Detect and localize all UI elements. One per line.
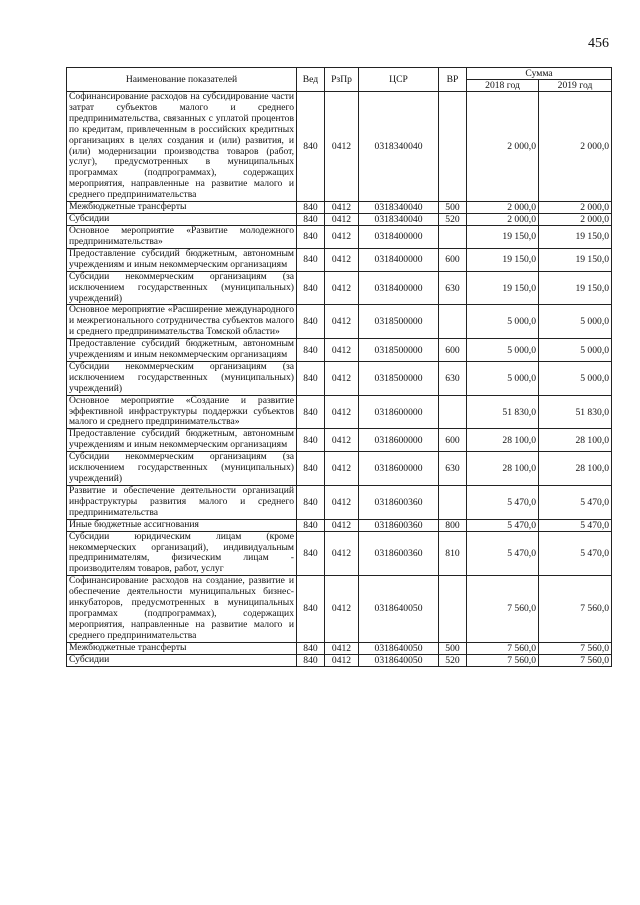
row-vr-cell: 630: [439, 271, 467, 305]
row-2019-cell: 28 100,0: [539, 429, 612, 452]
row-rzpr-cell: 0412: [325, 429, 359, 452]
row-vr-cell: 500: [439, 642, 467, 654]
row-name-cell: Иные бюджетные ассигнования: [67, 519, 297, 531]
table-row: [67, 576, 612, 642]
budget-table: [66, 67, 612, 667]
header-vr: ВР: [439, 68, 467, 92]
row-name-cell: Развитие и обеспечение деятельности организаций инфраструктуры развития малого и среднего предпринимательства: [67, 485, 297, 519]
row-csr-cell: 0318340040: [359, 202, 439, 214]
row-vr-cell: [439, 226, 467, 249]
row-csr-cell: 0318500000: [359, 339, 439, 362]
row-2018-cell: 5 470,0: [467, 485, 539, 519]
row-name-cell: Основное мероприятие «Создание и развитие эффективной инфраструктуры поддержки субъектов малого и среднего предпринимательства»: [67, 395, 297, 429]
row-rzpr-cell: 0412: [325, 519, 359, 531]
row-vr-cell: 600: [439, 248, 467, 271]
row-2019-cell: 19 150,0: [539, 248, 612, 271]
row-name-cell: Предоставление субсидий бюджетным, автономным учреждениям и иным некоммерческим организациям: [67, 339, 297, 362]
header-ved: Вед: [297, 68, 325, 92]
row-2018-cell: 5 470,0: [467, 519, 539, 531]
table-row: [67, 248, 612, 271]
row-csr-cell: 0318640050: [359, 576, 439, 642]
row-2018-cell: 28 100,0: [467, 429, 539, 452]
row-2019-cell: 2 000,0: [539, 202, 612, 214]
row-name-cell: Межбюджетные трансферты: [67, 202, 297, 214]
row-2018-cell: 5 000,0: [467, 339, 539, 362]
row-2018-cell: 51 830,0: [467, 395, 539, 429]
row-2018-cell: 5 000,0: [467, 305, 539, 339]
table-row: [67, 339, 612, 362]
row-vr-cell: [439, 576, 467, 642]
row-2018-cell: 2 000,0: [467, 214, 539, 226]
row-name-cell: Основное мероприятие «Расширение международного и межрегионального сотрудничества субъектов малого и среднего предпринимательства Томской области»: [67, 305, 297, 339]
row-2019-cell: 7 560,0: [539, 642, 612, 654]
table-row: [67, 305, 612, 339]
row-rzpr-cell: 0412: [325, 339, 359, 362]
row-vr-cell: 630: [439, 452, 467, 486]
row-2019-cell: 51 830,0: [539, 395, 612, 429]
row-vr-cell: 500: [439, 202, 467, 214]
table-row: [67, 395, 612, 429]
row-ved-cell: 840: [297, 202, 325, 214]
header-year-2018: 2018 год: [467, 80, 539, 92]
row-2018-cell: 7 560,0: [467, 642, 539, 654]
row-name-cell: Межбюджетные трансферты: [67, 642, 297, 654]
header-sum: Сумма: [467, 68, 612, 80]
row-2018-cell: 2 000,0: [467, 202, 539, 214]
row-2019-cell: 5 000,0: [539, 339, 612, 362]
table-row: [67, 531, 612, 576]
row-2019-cell: 28 100,0: [539, 452, 612, 486]
row-name-cell: Предоставление субсидий бюджетным, автономным учреждениям и иным некоммерческим организациям: [67, 248, 297, 271]
row-csr-cell: 0318600360: [359, 519, 439, 531]
row-vr-cell: 810: [439, 531, 467, 576]
row-vr-cell: [439, 92, 467, 202]
header-name: Наименование показателей: [67, 68, 297, 92]
row-vr-cell: [439, 485, 467, 519]
row-2018-cell: 19 150,0: [467, 271, 539, 305]
row-2019-cell: 5 470,0: [539, 485, 612, 519]
row-2019-cell: 5 000,0: [539, 305, 612, 339]
row-ved-cell: 840: [297, 214, 325, 226]
page-number: 456: [588, 36, 609, 51]
table-row: [67, 642, 612, 654]
table-row: [67, 519, 612, 531]
row-name-cell: Субсидии некоммерческим организациям (за исключением государственных (муниципальных) учреждений): [67, 271, 297, 305]
row-2019-cell: 7 560,0: [539, 576, 612, 642]
row-rzpr-cell: 0412: [325, 305, 359, 339]
row-vr-cell: 600: [439, 339, 467, 362]
row-vr-cell: 520: [439, 214, 467, 226]
row-ved-cell: 840: [297, 654, 325, 666]
row-csr-cell: 0318340040: [359, 214, 439, 226]
table-row: [67, 429, 612, 452]
row-name-cell: Софинансирование расходов на субсидирование части затрат субъектов малого и среднего предпринимательства, связанных с уплатой процентов по кредитам, привлеченным в российских кредитных организациях в целях создания и (или) развития, и (или) модернизации производства товаров (работ, услуг), предусмотренных в муниципальных программах (подпрограммах), содержащих мероприятия, направленные на развитие малого и среднего предпринимательства: [67, 92, 297, 202]
row-2018-cell: 19 150,0: [467, 248, 539, 271]
row-rzpr-cell: 0412: [325, 92, 359, 202]
row-csr-cell: 0318600360: [359, 531, 439, 576]
row-rzpr-cell: 0412: [325, 248, 359, 271]
row-ved-cell: 840: [297, 485, 325, 519]
row-ved-cell: 840: [297, 452, 325, 486]
row-vr-cell: 600: [439, 429, 467, 452]
row-rzpr-cell: 0412: [325, 531, 359, 576]
row-ved-cell: 840: [297, 395, 325, 429]
row-vr-cell: 520: [439, 654, 467, 666]
row-csr-cell: 0318640050: [359, 642, 439, 654]
table-row: [67, 485, 612, 519]
row-name-cell: Субсидии юридическим лицам (кроме некоммерческих организаций), индивидуальным предпринимателям, физическим лицам - производителям товаров, работ, услуг: [67, 531, 297, 576]
row-2018-cell: 2 000,0: [467, 92, 539, 202]
row-2018-cell: 7 560,0: [467, 654, 539, 666]
row-ved-cell: 840: [297, 226, 325, 249]
row-rzpr-cell: 0412: [325, 361, 359, 395]
row-rzpr-cell: 0412: [325, 654, 359, 666]
row-ved-cell: 840: [297, 519, 325, 531]
row-rzpr-cell: 0412: [325, 271, 359, 305]
row-csr-cell: 0318600000: [359, 395, 439, 429]
row-name-cell: Софинансирование расходов на создание, развитие и обеспечение деятельности муниципальных бизнес-инкубаторов, предусмотренных в муниципальных программах (подпрограммах), содержащих мероприятия, направленные на развитие малого и среднего предпринимательства: [67, 576, 297, 642]
row-vr-cell: 800: [439, 519, 467, 531]
table-body: [67, 92, 612, 667]
row-name-cell: Субсидии: [67, 654, 297, 666]
row-rzpr-cell: 0412: [325, 214, 359, 226]
row-name-cell: Субсидии некоммерческим организациям (за исключением государственных (муниципальных) учреждений): [67, 452, 297, 486]
row-csr-cell: 0318600000: [359, 452, 439, 486]
row-csr-cell: 0318400000: [359, 226, 439, 249]
row-csr-cell: 0318500000: [359, 305, 439, 339]
row-2019-cell: 19 150,0: [539, 226, 612, 249]
row-vr-cell: 630: [439, 361, 467, 395]
row-csr-cell: 0318640050: [359, 654, 439, 666]
row-ved-cell: 840: [297, 576, 325, 642]
row-2019-cell: 2 000,0: [539, 92, 612, 202]
table-row: [67, 214, 612, 226]
row-2018-cell: 5 470,0: [467, 531, 539, 576]
row-2018-cell: 28 100,0: [467, 452, 539, 486]
row-ved-cell: 840: [297, 361, 325, 395]
row-csr-cell: 0318340040: [359, 92, 439, 202]
row-2019-cell: 5 470,0: [539, 519, 612, 531]
row-2019-cell: 5 470,0: [539, 531, 612, 576]
row-ved-cell: 840: [297, 531, 325, 576]
row-2018-cell: 5 000,0: [467, 361, 539, 395]
row-2018-cell: 19 150,0: [467, 226, 539, 249]
row-name-cell: Субсидии: [67, 214, 297, 226]
table-row: [67, 271, 612, 305]
row-rzpr-cell: 0412: [325, 202, 359, 214]
row-ved-cell: 840: [297, 92, 325, 202]
row-ved-cell: 840: [297, 271, 325, 305]
row-ved-cell: 840: [297, 305, 325, 339]
row-rzpr-cell: 0412: [325, 452, 359, 486]
row-csr-cell: 0318400000: [359, 271, 439, 305]
row-name-cell: Основное мероприятие «Развитие молодежного предпринимательства»: [67, 226, 297, 249]
row-vr-cell: [439, 305, 467, 339]
row-ved-cell: 840: [297, 339, 325, 362]
row-rzpr-cell: 0412: [325, 642, 359, 654]
row-2019-cell: 7 560,0: [539, 654, 612, 666]
table-row: [67, 92, 612, 202]
row-name-cell: Предоставление субсидий бюджетным, автономным учреждениям и иным некоммерческим организациям: [67, 429, 297, 452]
row-ved-cell: 840: [297, 429, 325, 452]
table-row: [67, 361, 612, 395]
row-rzpr-cell: 0412: [325, 226, 359, 249]
table-row: [67, 452, 612, 486]
row-csr-cell: 0318500000: [359, 361, 439, 395]
row-csr-cell: 0318600000: [359, 429, 439, 452]
row-rzpr-cell: 0412: [325, 576, 359, 642]
row-rzpr-cell: 0412: [325, 485, 359, 519]
header-year-2019: 2019 год: [539, 80, 612, 92]
row-csr-cell: 0318400000: [359, 248, 439, 271]
row-ved-cell: 840: [297, 248, 325, 271]
header-rzpr: РзПр: [325, 68, 359, 92]
table-row: [67, 226, 612, 249]
row-2018-cell: 7 560,0: [467, 576, 539, 642]
table-row: [67, 654, 612, 666]
row-2019-cell: 2 000,0: [539, 214, 612, 226]
row-2019-cell: 5 000,0: [539, 361, 612, 395]
row-csr-cell: 0318600360: [359, 485, 439, 519]
row-vr-cell: [439, 395, 467, 429]
table-row: [67, 202, 612, 214]
row-name-cell: Субсидии некоммерческим организациям (за исключением государственных (муниципальных) учреждений): [67, 361, 297, 395]
row-ved-cell: 840: [297, 642, 325, 654]
row-2019-cell: 19 150,0: [539, 271, 612, 305]
row-rzpr-cell: 0412: [325, 395, 359, 429]
header-csr: ЦСР: [359, 68, 439, 92]
